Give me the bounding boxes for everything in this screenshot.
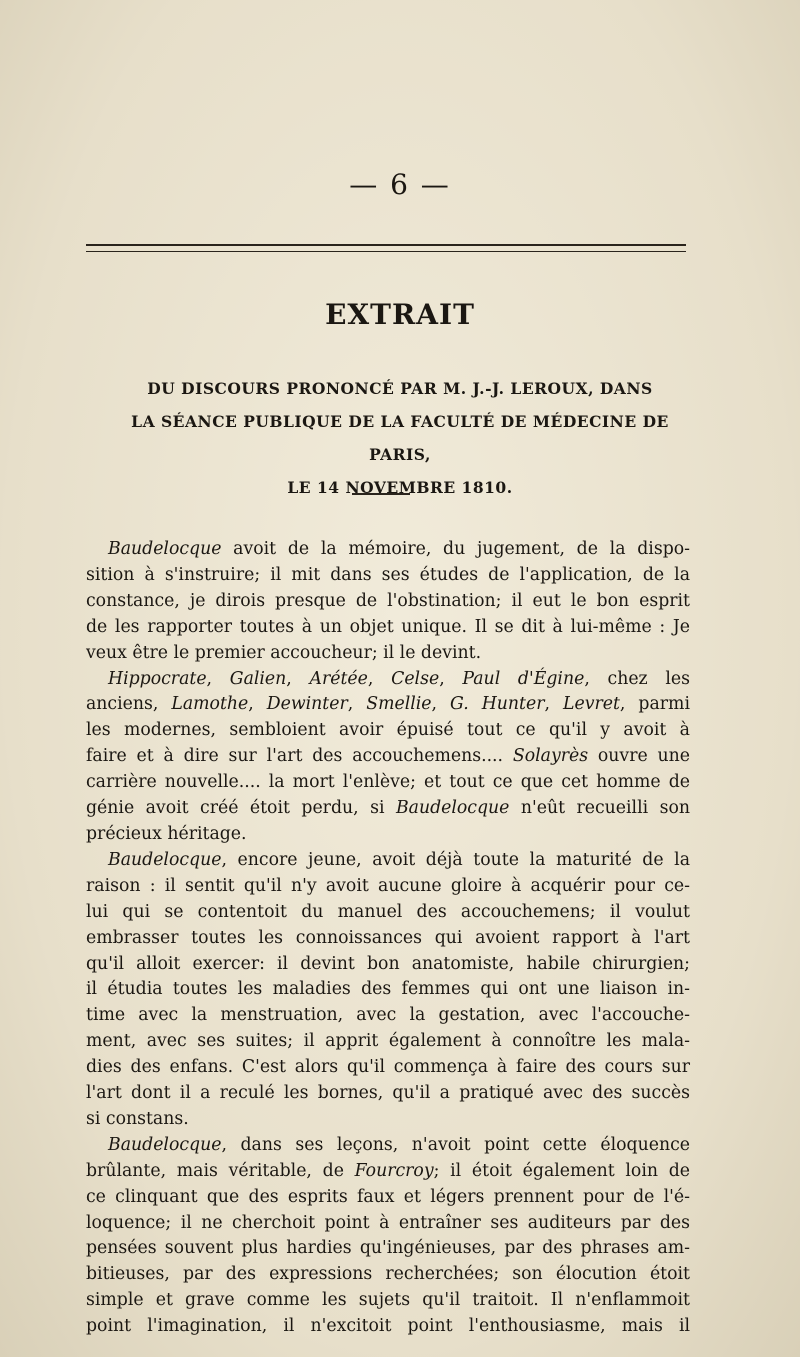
text-line (86, 537, 690, 563)
paragraph (86, 848, 690, 1133)
italic-name: Levret (563, 694, 620, 715)
page-title: EXTRAIT (325, 298, 475, 331)
text-line (86, 796, 690, 822)
text-line (86, 900, 690, 926)
text-run: les modernes, sembloient avoir épuisé tout ce qu'il y avoit à (86, 720, 690, 741)
text-run: n'eût recueilli son (509, 798, 690, 819)
italic-name: G. Hunter (450, 694, 545, 715)
subtitle-line: LA SÉANCE PUBLIQUE DE LA FACULTÉ DE MÉDECINE DE PARIS, (131, 412, 669, 464)
italic-name: Celse (391, 668, 440, 689)
text-run: l'art dont il a reculé les bornes, qu'il a pratiqué avec des succès (86, 1083, 690, 1104)
paragraph (86, 667, 690, 848)
text-line (86, 641, 690, 667)
text-line (86, 926, 690, 952)
text-line (86, 1185, 690, 1211)
italic-name: Dewinter (266, 694, 348, 715)
text-line (86, 1262, 690, 1288)
text-line (86, 1236, 690, 1262)
text-line (86, 615, 690, 641)
italic-name: Baudelocque (108, 539, 222, 559)
italic-name: Baudelocque (108, 1134, 222, 1155)
subtitle-line: DU DISCOURS PRONONCÉ PAR M. J.-J. LEROUX, DANS (147, 379, 653, 398)
italic-name: Smellie (366, 694, 432, 715)
text-run: veux être le premier accoucheur; il le devint. (86, 642, 482, 663)
text-run: , (347, 694, 367, 715)
text-run: de les rapporter toutes à un objet unique. Il se dit à lui-même : Je (86, 616, 690, 637)
subtitle-line: LE 14 NOVEMBRE 1810. (287, 478, 513, 497)
text-run: , dans ses leçons, n'avoit point cette éloquence (221, 1134, 690, 1155)
text-run: simple et grave comme les sujets qu'il traitoit. Il n'enflammoit (86, 1290, 690, 1311)
text-run: ouvre une (588, 746, 690, 767)
text-line (86, 1029, 690, 1055)
text-run: , (439, 668, 463, 689)
text-line (86, 1133, 690, 1159)
text-line (86, 822, 690, 848)
text-line (86, 770, 690, 796)
text-run: , (367, 668, 392, 689)
italic-name: Solayrès (512, 746, 589, 767)
text-line (86, 977, 690, 1003)
header-rule (86, 244, 686, 252)
text-run: , (248, 694, 267, 715)
text-line (86, 1003, 690, 1029)
italic-name: Fourcroy (354, 1160, 434, 1181)
text-line (86, 1159, 690, 1185)
text-line (86, 1107, 690, 1133)
text-run: , parmi (619, 694, 690, 715)
text-run: , (206, 668, 230, 689)
text-line (86, 1081, 690, 1107)
italic-name: Galien (229, 668, 287, 689)
text-run: , chez les (584, 668, 690, 689)
text-line (86, 744, 690, 770)
text-run: point l'imagination, il n'excitoit point l'enthousiasme, mais il (86, 1316, 690, 1337)
text-run: génie avoit créé étoit perdu, si (86, 798, 396, 819)
text-run: , (431, 694, 451, 715)
text-run: , (286, 668, 310, 689)
body-text (86, 537, 690, 1340)
text-line (86, 563, 690, 589)
section-divider (352, 493, 410, 495)
text-line (86, 1314, 690, 1340)
text-run: il étudia toutes les maladies des femmes qui ont une liaison in- (86, 979, 690, 1000)
text-line (86, 874, 690, 900)
text-run: si constans. (86, 1108, 189, 1129)
text-line (86, 952, 690, 978)
text-run: ; il étoit également loin de (433, 1160, 690, 1181)
text-run: brûlante, mais véritable, de (86, 1160, 355, 1181)
text-run: bitieuses, par des expressions recherchées; son élocution étoit (86, 1264, 690, 1285)
page-number: — 6 — (349, 168, 451, 201)
text-run: précieux héritage. (86, 823, 247, 844)
subtitle (100, 372, 700, 504)
text-line (86, 1211, 690, 1237)
text-run: sition à s'instruire; il mit dans ses études de l'application, de la (86, 564, 690, 585)
text-run: dies des enfans. C'est alors qu'il commença à faire des cours sur (86, 1057, 690, 1078)
text-run: , (544, 694, 564, 715)
italic-name: Baudelocque (395, 798, 510, 819)
text-line (86, 1055, 690, 1081)
text-line (86, 589, 690, 615)
text-run: constance, je dirois presque de l'obstination; il eut le bon esprit (86, 590, 690, 611)
text-run: loquence; il ne cherchoit point à entraîner ses auditeurs par des (86, 1212, 690, 1233)
text-run: anciens, (86, 694, 172, 715)
text-line (86, 692, 690, 718)
text-run: raison : il sentit qu'il n'y avoit aucune gloire à acquérir pour ce- (86, 875, 690, 896)
text-line (86, 848, 690, 874)
text-run: embrasser toutes les connoissances qui avoient rapport à l'art (86, 927, 690, 948)
paragraph (86, 537, 690, 667)
italic-name: Baudelocque (108, 849, 222, 870)
italic-name: Paul d'Égine (462, 668, 585, 689)
text-run: pensées souvent plus hardies qu'ingénieuses, par des phrases am- (86, 1238, 690, 1259)
text-run: carrière nouvelle.... la mort l'enlève; et tout ce que cet homme de (86, 772, 690, 793)
text-run: ce clinquant que des esprits faux et légers prennent pour de l'é- (86, 1186, 690, 1207)
paragraph (86, 1133, 690, 1340)
text-line (86, 718, 690, 744)
italic-name: Hippocrate (108, 668, 207, 689)
text-run: ment, avec ses suites; il apprit également à connoître les mala- (86, 1031, 690, 1052)
text-run: avoit de la mémoire, du jugement, de la dispo- (221, 539, 690, 559)
text-run: qu'il alloit exercer: il devint bon anatomiste, habile chirurgien; (86, 953, 690, 974)
text-run: lui qui se contentoit du manuel des accouchemens; il voulut (86, 901, 690, 922)
italic-name: Arétée (309, 668, 368, 689)
text-run: time avec la menstruation, avec la gestation, avec l'accouche- (86, 1005, 690, 1026)
text-run: faire et à dire sur l'art des accouchemens.... (86, 746, 513, 767)
text-run: , encore jeune, avoit déjà toute la maturité de la (221, 849, 690, 870)
text-line (86, 1288, 690, 1314)
text-line (86, 667, 690, 693)
italic-name: Lamothe (171, 694, 249, 715)
